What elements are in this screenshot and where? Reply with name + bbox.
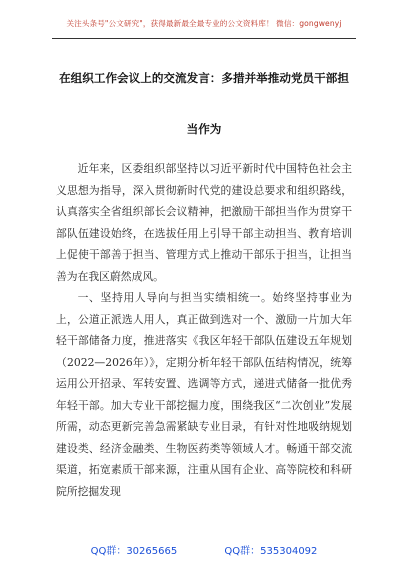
footer-qq-group-1: QQ群：30265665 xyxy=(90,546,178,557)
document-title-line-1: 在组织工作会议上的交流发言：多措并举推动党员干部担 xyxy=(59,71,349,85)
document-title-line-2: 当作为 xyxy=(186,122,222,136)
footer-contacts xyxy=(0,542,408,557)
document-body xyxy=(56,158,352,502)
body-paragraph-2: 一、坚持用人导向与担当实绩相统一。始终坚持事业为上，公道正派选人用人，真正做到选对一个、激励一片加大年轻干部储备力度，推进落实《我区年轻干部队伍建设五年规划（2022—2026年）》，定期分析年轻干部队伍结构情况，统筹运用公开招录、军转安置、选调等方式，递进式储备一批优秀年轻干部。加大专业干部挖掘力度，围绕我区“二次创业”发展所需，动态更新完善急需紧缺专业目录，有针对性地吸纳规划建设类、经济金融类、生物医药类等领域人才。畅通干部交流渠道，拓宽素质干部来源，注重从国有企业、高等院校和科研院所挖掘发现 xyxy=(56,291,352,498)
header-divider xyxy=(52,38,356,39)
body-paragraph-1: 近年来，区委组织部坚持以习近平新时代中国特色社会主义思想为指导，深入贯彻新时代党的建设总要求和组织路线，认真落实全省组织部长会议精神，把激励干部担当作为贯穿干部队伍建设始终，在选拔任用上引导干部主动担当、教育培训上促使干部善于担当、管理方式上推动干部乐于担当，让担当善为在我区蔚然成风。 xyxy=(56,162,352,283)
footer-qq-group-2: QQ群：535304092 xyxy=(224,546,318,557)
header-note: 关注头条号"公文研究"，获得最新最全最专业的公文资料库！ 微信：gongwenyj xyxy=(66,19,342,28)
